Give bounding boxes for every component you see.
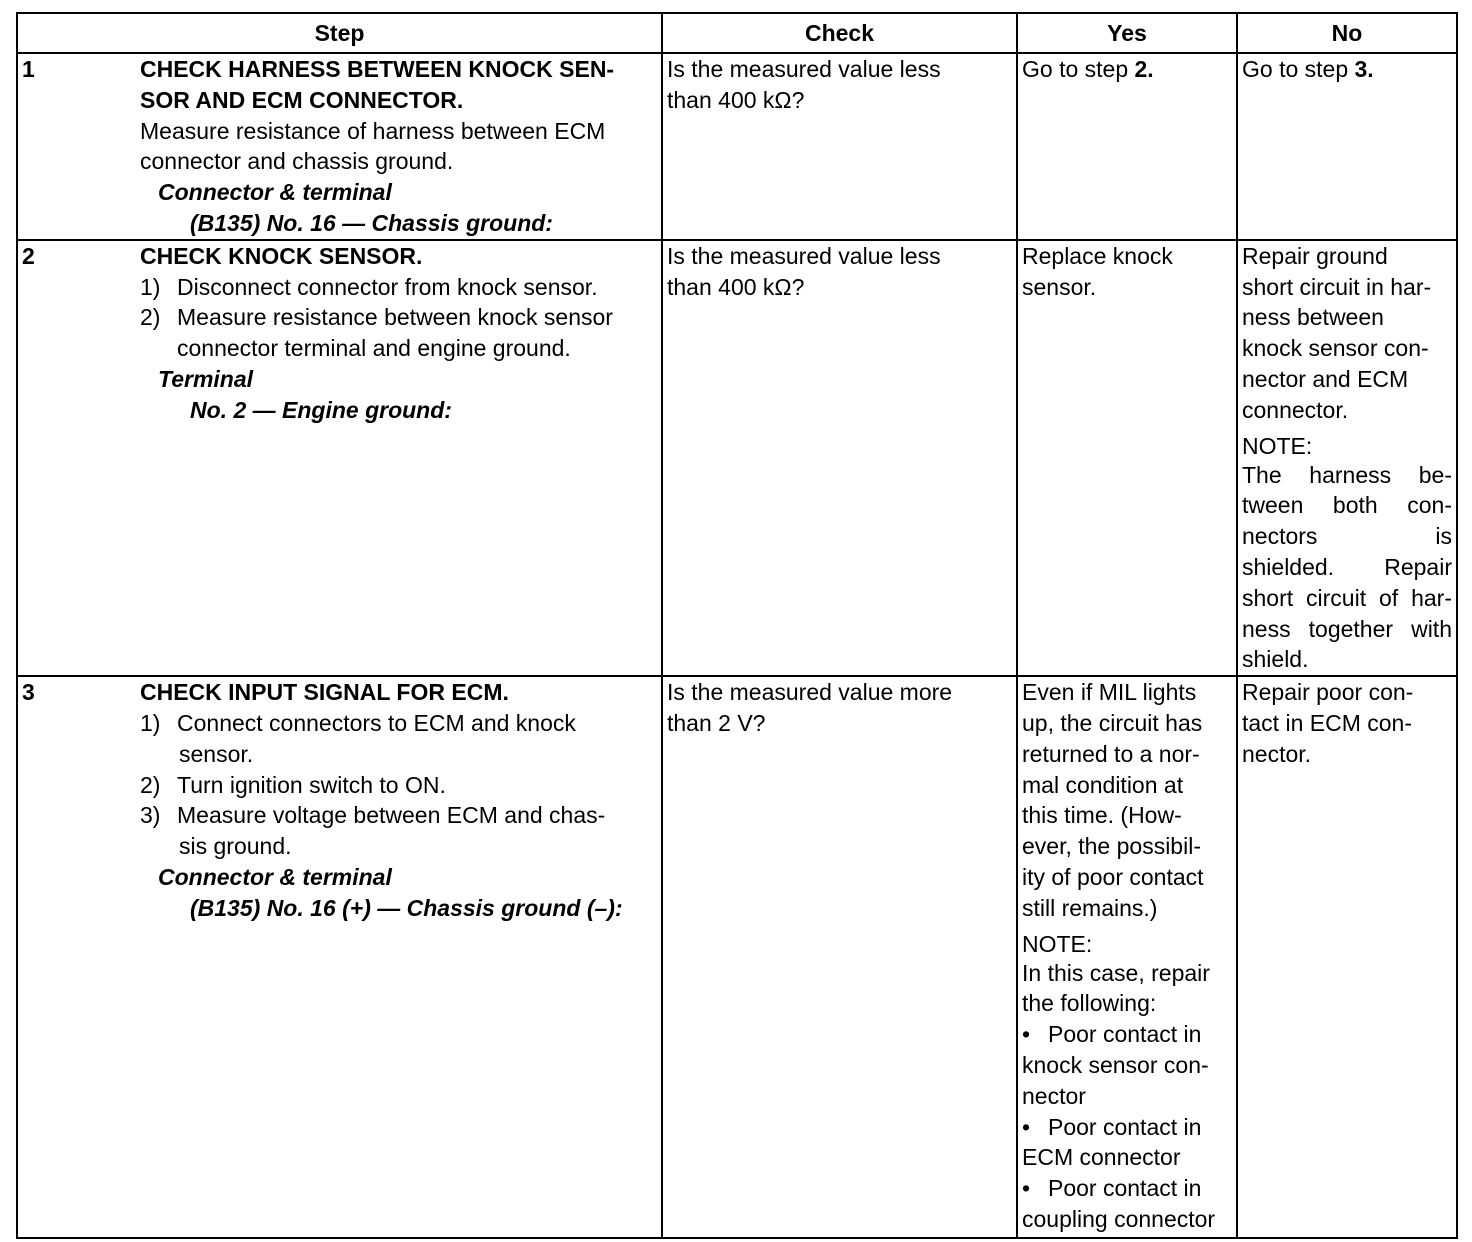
- yes-text: sensor.: [1022, 273, 1097, 300]
- yes-text: still remains.): [1022, 894, 1158, 921]
- spec-value: (B135) No. 16 — Chassis ground:: [190, 209, 553, 236]
- list-item: [140, 272, 657, 303]
- check-cell: [662, 240, 1017, 676]
- yes-text: returned to a nor-: [1022, 740, 1200, 767]
- no-text: Go to step: [1242, 56, 1355, 82]
- list-text: Measure voltage between ECM and chas-: [177, 802, 606, 829]
- check-text: than 400 kΩ?: [667, 273, 805, 300]
- list-marker: 1): [140, 709, 161, 736]
- bullet-text: nector: [1022, 1082, 1086, 1109]
- list-text: Disconnect connector from knock sensor.: [177, 273, 598, 300]
- bullet-text: Poor contact in: [1048, 1113, 1202, 1140]
- yes-cell: [1017, 53, 1237, 240]
- no-text: short circuit in har-: [1242, 273, 1432, 300]
- yes-text: Even if MIL lights: [1022, 679, 1197, 706]
- check-text: Is the measured value less: [667, 242, 941, 269]
- bullet-text: knock sensor con-: [1022, 1051, 1209, 1078]
- header-no: No: [1237, 13, 1457, 53]
- note-text: The harness be-: [1242, 461, 1452, 488]
- list-marker: 2): [140, 771, 161, 798]
- list-text: sis ground.: [179, 833, 292, 860]
- bullet-text: Poor contact in: [1048, 1175, 1202, 1202]
- bullet-text: coupling connector: [1022, 1205, 1216, 1232]
- header-yes: Yes: [1017, 13, 1237, 53]
- spec-value: (B135) No. 16 (+) — Chassis ground (–):: [190, 894, 623, 921]
- note-text: short circuit of har-: [1242, 584, 1452, 611]
- no-text: Repair ground: [1242, 242, 1388, 269]
- note-text: tween both con-: [1242, 492, 1452, 519]
- note-label: NOTE:: [1242, 432, 1313, 459]
- spec-label: Connector & terminal: [158, 863, 392, 890]
- list-marker: 2): [140, 304, 161, 331]
- check-cell: [662, 676, 1017, 1238]
- bullet-item: [1022, 1019, 1232, 1111]
- list-item: [140, 770, 657, 801]
- bullet-text: Poor contact in: [1048, 1021, 1202, 1048]
- bullet-icon: •: [1022, 1175, 1031, 1202]
- table-row: [17, 240, 1457, 676]
- no-text: knock sensor con-: [1242, 335, 1429, 362]
- note-text: In this case, repair: [1022, 959, 1210, 986]
- yes-text: this time. (How-: [1022, 802, 1182, 829]
- table-row: [17, 676, 1457, 1238]
- list-item: [140, 302, 657, 364]
- yes-text: Replace knock: [1022, 242, 1173, 269]
- note-text: shield.: [1242, 646, 1309, 673]
- no-cell: [1237, 240, 1457, 676]
- check-text: Is the measured value less: [667, 56, 941, 82]
- step-title: CHECK HARNESS BETWEEN KNOCK SEN-: [140, 56, 615, 82]
- yes-cell: [1017, 676, 1237, 1238]
- no-text: nector.: [1242, 740, 1312, 767]
- check-cell: [662, 53, 1017, 240]
- table-row: [17, 53, 1457, 240]
- no-text: Repair poor con-: [1242, 679, 1414, 706]
- yes-text: mal condition at: [1022, 771, 1184, 798]
- bullet-text: ECM connector: [1022, 1144, 1181, 1171]
- spec-label: Connector & terminal: [158, 179, 392, 206]
- step-number: 1: [22, 56, 35, 82]
- no-text: ness between: [1242, 304, 1384, 331]
- step-cell: [17, 53, 662, 240]
- yes-cell: [1017, 240, 1237, 676]
- note-label: NOTE:: [1022, 930, 1093, 957]
- list-text: Turn ignition switch to ON.: [177, 771, 446, 798]
- list-marker: 3): [140, 802, 161, 829]
- spec-label: Terminal: [158, 365, 254, 392]
- yes-step-ref: 2.: [1134, 56, 1154, 82]
- check-text: than 2 V?: [667, 709, 766, 736]
- step-title: CHECK KNOCK SENSOR.: [140, 242, 423, 269]
- step-cell: [17, 676, 662, 1238]
- header-step: Step: [17, 13, 662, 53]
- bullet-icon: •: [1022, 1113, 1031, 1140]
- list-text: connector terminal and engine ground.: [177, 335, 571, 362]
- list-text: Measure resistance between knock sensor: [177, 304, 613, 331]
- no-text: connector.: [1242, 396, 1349, 423]
- no-cell: [1237, 53, 1457, 240]
- bullet-icon: •: [1022, 1021, 1031, 1048]
- step-title: CHECK INPUT SIGNAL FOR ECM.: [140, 679, 509, 706]
- list-text: Connect connectors to ECM and knock: [177, 709, 576, 736]
- list-text: sensor.: [179, 740, 254, 767]
- list-item: [140, 800, 657, 862]
- step-desc: connector and chassis ground.: [140, 148, 454, 175]
- yes-text: up, the circuit has: [1022, 709, 1203, 736]
- note-text: nectors is: [1242, 523, 1452, 550]
- header-check: Check: [662, 13, 1017, 53]
- step-desc: Measure resistance of harness between ECM: [140, 117, 606, 144]
- list-item: [140, 708, 657, 770]
- note-text: ness together with: [1242, 615, 1452, 642]
- bullet-item: [1022, 1173, 1232, 1235]
- list-marker: 1): [140, 273, 161, 300]
- spec-value: No. 2 — Engine ground:: [190, 396, 452, 423]
- check-text: Is the measured value more: [667, 679, 953, 706]
- diagnostic-table: [16, 12, 1458, 1239]
- step-number: 2: [22, 242, 35, 269]
- bullet-item: [1022, 1112, 1232, 1174]
- note-text: the following:: [1022, 990, 1157, 1017]
- step-number: 3: [22, 679, 35, 706]
- yes-text: ity of poor contact: [1022, 863, 1204, 890]
- no-step-ref: 3.: [1354, 56, 1374, 82]
- step-title: SOR AND ECM CONNECTOR.: [140, 86, 464, 113]
- header-row: [17, 13, 1457, 53]
- yes-text: Go to step: [1022, 56, 1135, 82]
- step-cell: [17, 240, 662, 676]
- yes-text: ever, the possibil-: [1022, 833, 1201, 860]
- note-text: shielded. Repair: [1242, 553, 1452, 580]
- no-cell: [1237, 676, 1457, 1238]
- no-text: tact in ECM con-: [1242, 709, 1412, 736]
- no-text: nector and ECM: [1242, 365, 1409, 392]
- check-text: than 400 kΩ?: [667, 86, 805, 113]
